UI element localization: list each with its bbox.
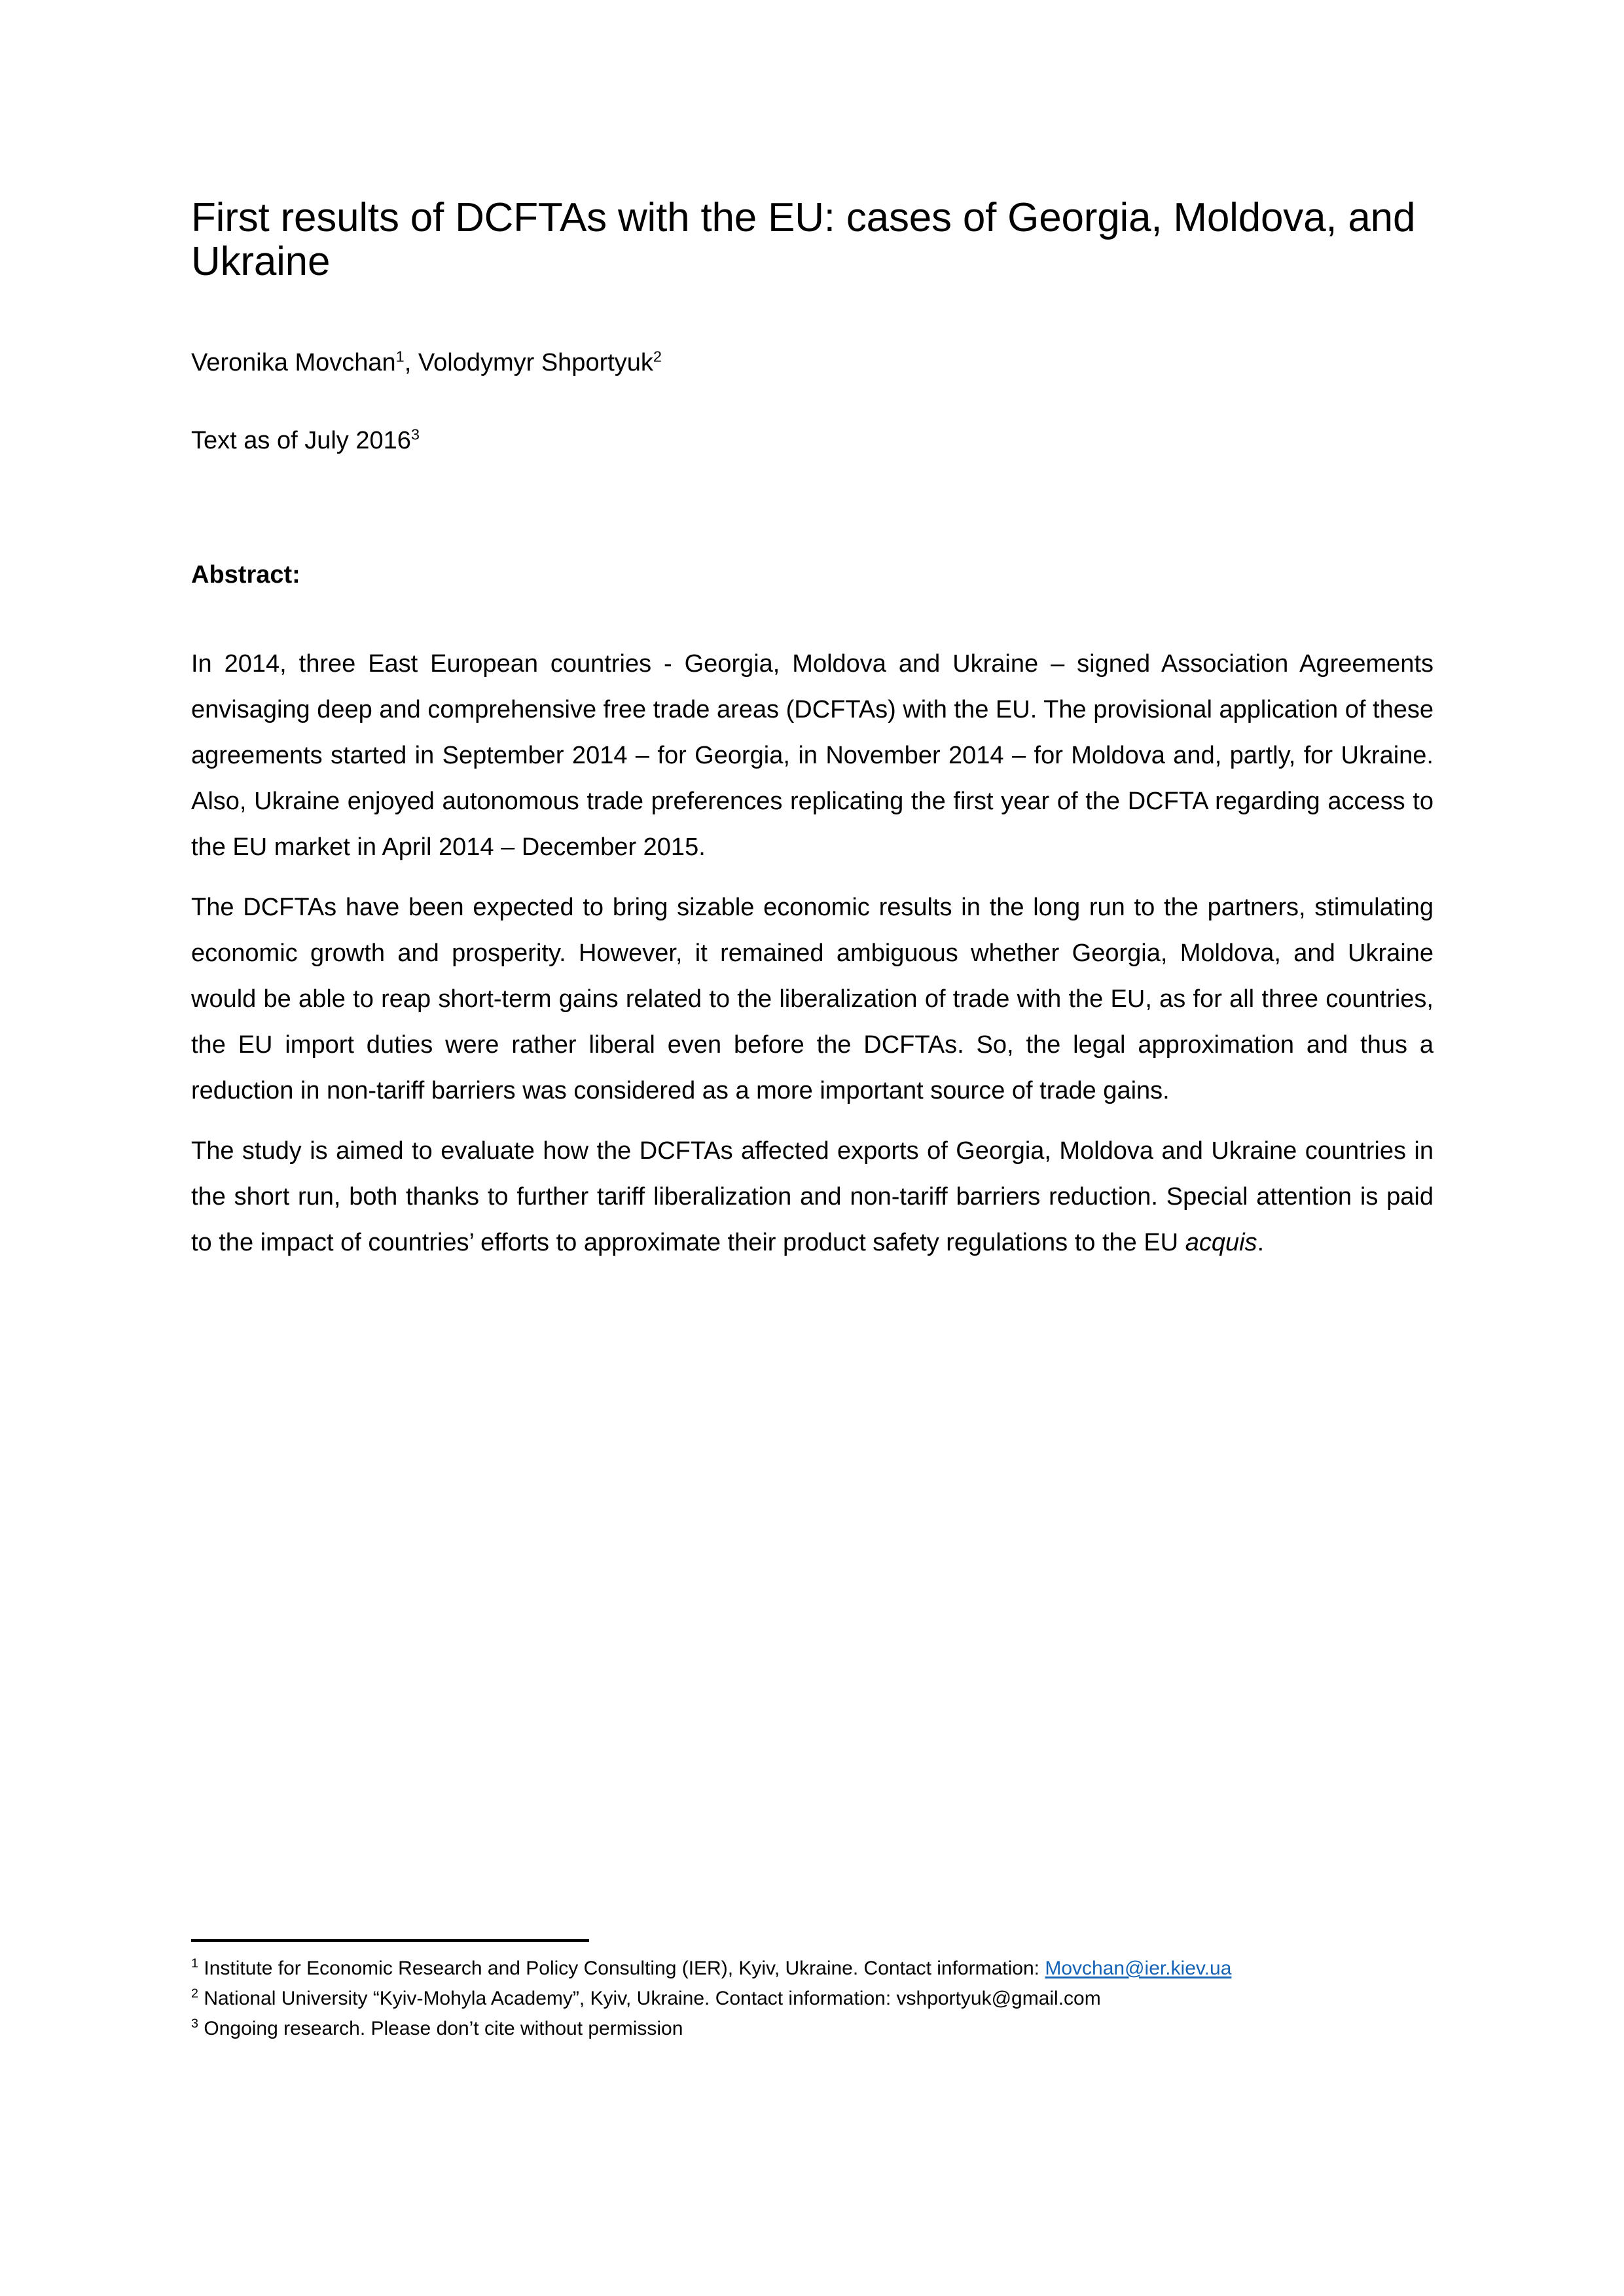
abstract-body	[191, 594, 1434, 1266]
abstract-paragraph-3	[191, 1128, 1434, 1266]
author-second-name: , Volodymyr Shportyuk	[404, 348, 653, 376]
footnote-email-link[interactable]: Movchan@ier.kiev.ua	[1045, 1958, 1232, 1979]
footnote-marker-3: 3	[191, 2016, 199, 2031]
latin-term-acquis: acquis	[1185, 1228, 1257, 1256]
footnote-1	[191, 1954, 1434, 1984]
abstract-heading: Abstract:	[191, 560, 300, 589]
footnote-separator-rule	[191, 1939, 589, 1942]
page-title: First results of DCFTAs with the EU: cases of Georgia, Moldova, and Ukraine	[191, 195, 1416, 284]
abstract-paragraph-1: In 2014, three East European countries - Georgia, Moldova and Ukraine – signed Association Agreements envisaging deep and comprehensive free trade areas (DCFTAs) with the EU. The provisional application of these agreements started in September 2014 – for Georgia, in November 2014 – for Moldova and, partly, for Ukraine. Also, Ukraine enjoyed autonomous trade preferences replicating the first year of the DCFTA regarding access to the EU market in April 2014 – December 2015.	[191, 649, 1434, 861]
footnote-marker-1: 1	[191, 1956, 199, 1971]
footnote-2-text: National University “Kyiv-Mohyla Academy”, Kyiv, Ukraine. Contact information: vshportyuk@gmail.com	[204, 1988, 1101, 2009]
date-footnote-marker-3: 3	[410, 426, 420, 443]
footnote-3	[191, 2014, 1434, 2044]
date-line	[191, 382, 1434, 460]
footnote-1-text: Institute for Economic Research and Policy Consulting (IER), Kyiv, Ukraine. Contact information:	[204, 1958, 1039, 1979]
paragraph-3-text-before: The study is aimed to evaluate how the DCFTAs affected exports of Georgia, Moldova and Ukraine countries in the short run, both thanks to further tariff liberalization and non-tariff barriers reduction. Special attention is paid to the impact of countries’ efforts to approximate their product safety regulations to the EU	[191, 1137, 1434, 1256]
author-footnote-marker-1: 1	[395, 348, 405, 365]
footnote-3-text: Ongoing research. Please don’t cite without permission	[204, 2018, 683, 2039]
author-line	[191, 284, 1434, 382]
author-footnote-marker-2: 2	[653, 348, 662, 365]
page-content	[191, 0, 1434, 1266]
footnote-2	[191, 1984, 1434, 2014]
footnote-marker-2: 2	[191, 1986, 199, 2001]
date-text: Text as of July 2016	[191, 426, 411, 454]
abstract-paragraph-2: The DCFTAs have been expected to bring sizable economic results in the long run to the partners, stimulating economic growth and prosperity. However, it remained ambiguous whether Georgia, Moldova, and Ukraine would be able to reap short-term gains related to the liberalization of trade with the EU, as for all three countries, the EU import duties were rather liberal even before the DCFTAs. So, the legal approximation and thus a reduction in non-tariff barriers was considered as a more important source of trade gains.	[191, 893, 1434, 1104]
paragraph-3-text-after: .	[1257, 1228, 1265, 1256]
footnotes-section	[191, 1939, 1434, 2044]
author-first-name: Veronika Movchan	[191, 348, 396, 376]
